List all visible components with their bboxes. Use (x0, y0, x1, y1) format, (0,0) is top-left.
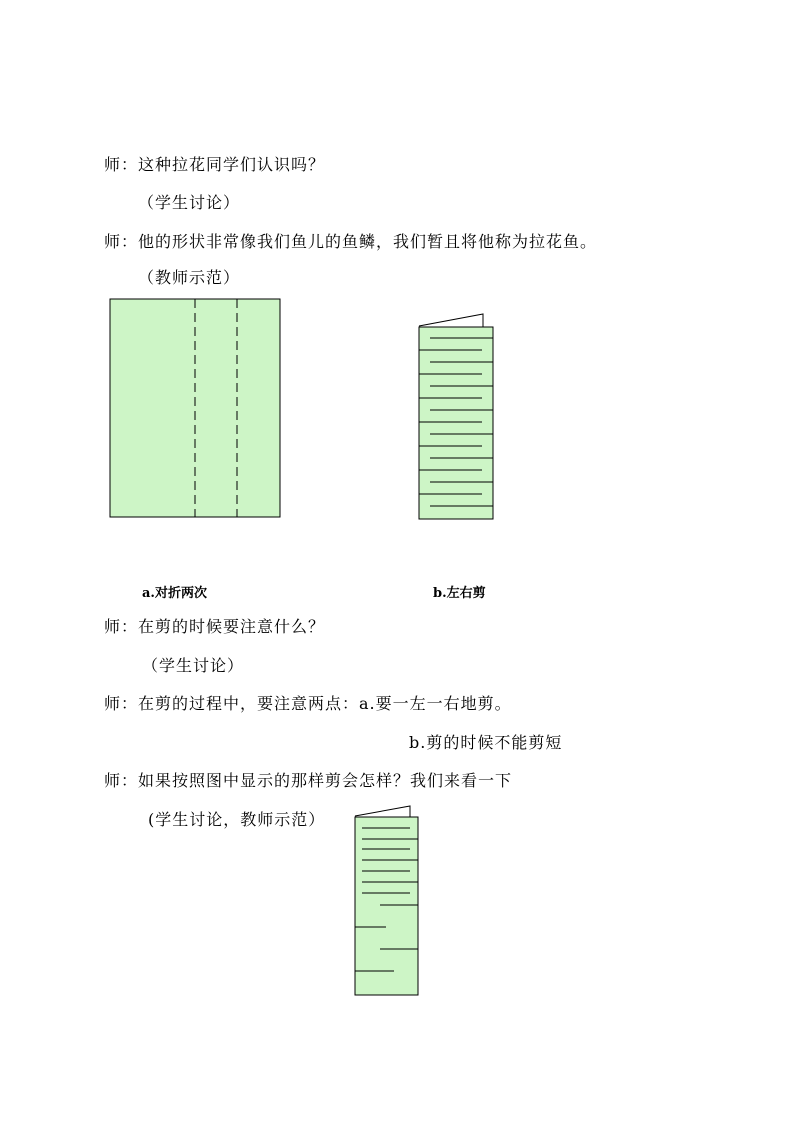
teacher-question-line: 师：这种拉花同学们认识吗？ (104, 155, 326, 174)
folded-flap-2 (355, 806, 410, 817)
short-cut-figure (355, 806, 418, 995)
folded-paper-figure (110, 299, 280, 517)
teacher-question-line-2: 师：在剪的时候要注意什么？ (104, 617, 326, 636)
left-right-cut-figure (419, 314, 493, 519)
teacher-explanation-line: 师：他的形状非常像我们鱼儿的鱼鳞，我们暂且将他称为拉花鱼。 (104, 232, 598, 251)
student-discussion-note-2: （学生讨论） (142, 656, 245, 675)
discussion-demo-note: (学生讨论，教师示范） (148, 810, 326, 829)
teacher-question-line-3: 师：如果按照图中显示的那样剪会怎样？我们来看一下 (104, 771, 513, 790)
teacher-points-line: 师：在剪的过程中，要注意两点：a.要一左一右地剪。 (104, 694, 512, 713)
folded-flap (419, 314, 483, 327)
folded-strip (419, 327, 493, 519)
teacher-demo-note: （教师示范） (138, 268, 241, 287)
caption-fold-twice: a.对折两次 (142, 586, 207, 601)
folded-strip-2 (355, 817, 418, 995)
student-discussion-note: （学生讨论） (138, 193, 241, 212)
caption-left-right-cut: b.左右剪 (433, 586, 486, 601)
point-b-line: b.剪的时候不能剪短 (409, 733, 563, 752)
